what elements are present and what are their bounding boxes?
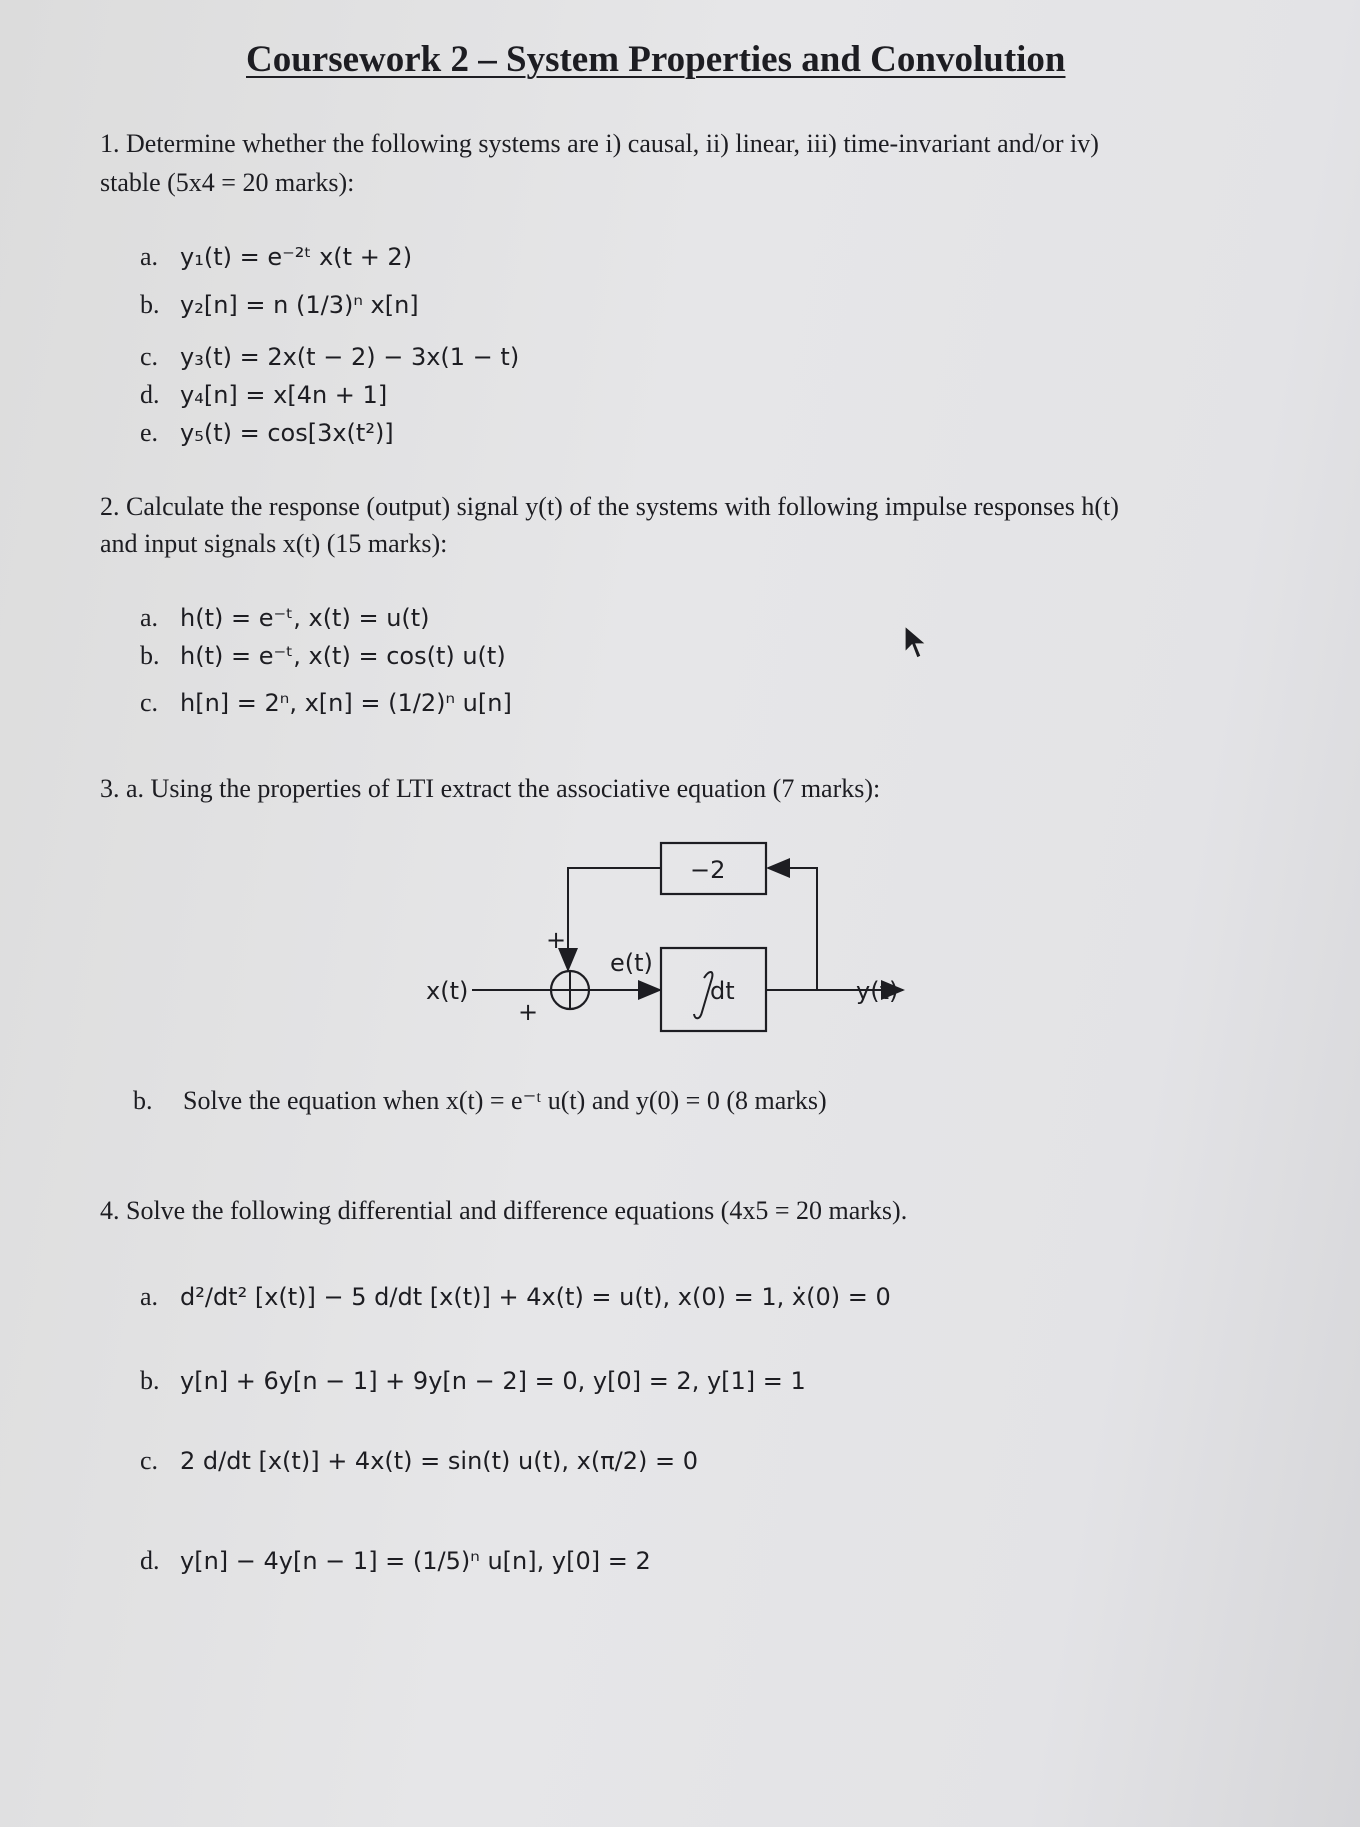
q4-expr-c: 2 d/dt [x(t)] + 4x(t) = sin(t) u(t), x(π/2) = 0 (180, 1447, 699, 1475)
q4-expr-a: d²/dt² [x(t)] − 5 d/dt [x(t)] + 4x(t) = u(t), x(0) = 1, ẋ(0) = 0 (180, 1283, 891, 1311)
q2-item-c: c. h[n] = 2ⁿ, x[n] = (1/2)ⁿ u[n] (140, 688, 512, 717)
q2-prompt-line1: 2. Calculate the response (output) signal y(t) of the systems with following impulse responses h(t) (100, 492, 1119, 521)
q1-prompt-line1: 1. Determine whether the following systems are i) causal, ii) linear, iii) time-invariant and/or iv) (100, 129, 1099, 158)
block-diagram (410, 830, 930, 1040)
q4-item-a: a. d²/dt² [x(t)] − 5 d/dt [x(t)] + 4x(t) = u(t), x(0) = 1, ẋ(0) = 0 (140, 1282, 891, 1311)
page-title: Coursework 2 – System Properties and Convolution (246, 39, 1066, 80)
q1-item-e: e. y₅(t) = cos[3x(t²)] (140, 418, 394, 447)
input-label: x(t) (426, 977, 469, 1005)
q4-prompt: 4. Solve the following differential and difference equations (4x5 = 20 marks). (100, 1196, 908, 1225)
q4-item-d: d. y[n] − 4y[n − 1] = (1/5)ⁿ u[n], y[0] = 2 (140, 1546, 651, 1575)
q1-expr-e: y₅(t) = cos[3x(t²)] (180, 419, 394, 447)
q3-part-b-text: Solve the equation when x(t) = e⁻ᵗ u(t) and y(0) = 0 (8 marks) (183, 1086, 827, 1115)
feedback-line (768, 868, 817, 990)
q3-part-b: b. Solve the equation when x(t) = e⁻ᵗ u(t) and y(0) = 0 (8 marks) (133, 1086, 827, 1115)
q2-expr-b: h(t) = e⁻ᵗ, x(t) = cos(t) u(t) (180, 642, 506, 670)
q4-item-c: c. 2 d/dt [x(t)] + 4x(t) = sin(t) u(t), x(π/2) = 0 (140, 1446, 699, 1475)
q4-item-b: b. y[n] + 6y[n − 1] + 9y[n − 2] = 0, y[0] = 2, y[1] = 1 (140, 1366, 806, 1395)
q1-item-b: b. y₂[n] = n (1/3)ⁿ x[n] (140, 290, 419, 319)
q2-prompt-line2: and input signals x(t) (15 marks): (100, 529, 448, 558)
sign-left: + (518, 998, 539, 1026)
q3-prompt-a: 3. a. Using the properties of LTI extract the associative equation (7 marks): (100, 774, 881, 803)
q1-expr-c: y₃(t) = 2x(t − 2) − 3x(1 − t) (180, 343, 520, 371)
mouse-cursor-icon (903, 624, 929, 664)
q2-expr-c: h[n] = 2ⁿ, x[n] = (1/2)ⁿ u[n] (180, 689, 512, 717)
q4-expr-b: y[n] + 6y[n − 1] + 9y[n − 2] = 0, y[0] = 2, y[1] = 1 (180, 1367, 806, 1395)
q1-expr-d: y₄[n] = x[4n + 1] (180, 381, 388, 409)
q2-item-a: a. h(t) = e⁻ᵗ, x(t) = u(t) (140, 603, 430, 632)
q1-item-a: a. y₁(t) = e⁻²ᵗ x(t + 2) (140, 242, 413, 271)
q4-expr-d: y[n] − 4y[n − 1] = (1/5)ⁿ u[n], y[0] = 2 (180, 1547, 651, 1575)
q1-expr-b: y₂[n] = n (1/3)ⁿ x[n] (180, 291, 419, 319)
gain-label: −2 (690, 856, 726, 884)
integrator-label: dt (710, 977, 735, 1005)
q1-item-d: d. y₄[n] = x[4n + 1] (140, 380, 388, 409)
q2-expr-a: h(t) = e⁻ᵗ, x(t) = u(t) (180, 604, 430, 632)
q1-item-c: c. y₃(t) = 2x(t − 2) − 3x(1 − t) (140, 342, 520, 371)
q1-expr-a: y₁(t) = e⁻²ᵗ x(t + 2) (180, 243, 413, 271)
output-label: y(t) (856, 977, 899, 1005)
error-label: e(t) (610, 949, 653, 977)
sign-top: + (546, 926, 567, 954)
q2-item-b: b. h(t) = e⁻ᵗ, x(t) = cos(t) u(t) (140, 641, 506, 670)
q1-prompt-line2: stable (5x4 = 20 marks): (100, 168, 355, 197)
